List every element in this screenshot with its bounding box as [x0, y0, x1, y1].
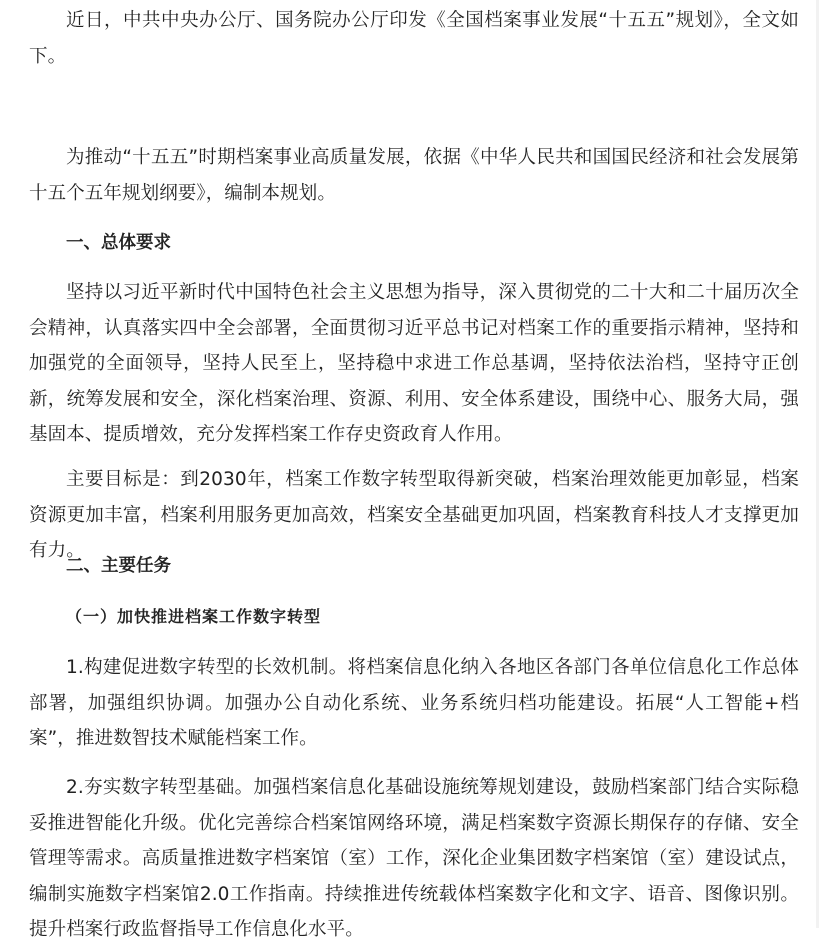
- task-item-1: 1.构建促进数字转型的长效机制。将档案信息化纳入各地区各部门各单位信息化工作总体部署，加强组织协调。加强办公自动化系统、业务系统归档功能建设。拓展“人工智能+档案”，推进数智技术赋能档案工作。: [29, 657, 799, 749]
- section-heading-main-tasks: 二、主要任务: [66, 556, 171, 576]
- preamble-paragraph: 为推动“十五五”时期档案事业高质量发展，依据《中华人民共和国国民经济和社会发展第十五个五年规划纲要》，编制本规划。: [29, 147, 799, 204]
- main-goals-paragraph: 主要目标是：到2030年，档案工作数字转型取得新突破，档案治理效能更加彰显，档案资源更加丰富，档案利用服务更加高效，档案安全基础更加巩固，档案教育科技人才支撑更加有力。: [29, 469, 799, 561]
- subsection-heading-digital-transformation: （一）加快推进档案工作数字转型: [66, 607, 322, 626]
- section-heading-general-requirements: 一、总体要求: [66, 233, 171, 253]
- intro-paragraph: 近日，中共中央办公厅、国务院办公厅印发《全国档案事业发展“十五五”规划》，全文如下。: [29, 10, 799, 67]
- task-item-2: 2.夯实数字转型基础。加强档案信息化基础设施统筹规划建设，鼓励档案部门结合实际稳妥推进智能化升级。优化完善综合档案馆网络环境，满足档案数字资源长期保存的存储、安全管理等需求。高质量推进数字档案馆（室）工作，深化企业集团数字档案馆（室）建设试点，编制实施数字档案馆2.0工作指南。持续推进传统载体档案数字化和文字、语音、图像识别。提升档案行政监督指导工作信息化水平。: [29, 777, 799, 940]
- guiding-principles-paragraph: 坚持以习近平新时代中国特色社会主义思想为指导，深入贯彻党的二十大和二十届历次全会精神，认真落实四中全会部署，全面贯彻习近平总书记对档案工作的重要指示精神，坚持和加强党的全面领导，坚持人民至上，坚持稳中求进工作总基调，坚持依法治档，坚持守正创新，统筹发展和安全，深化档案治理、资源、利用、安全体系建设，围绕中心、服务大局，强基固本、提质增效，充分发挥档案工作存史资政育人作用。: [29, 282, 799, 445]
